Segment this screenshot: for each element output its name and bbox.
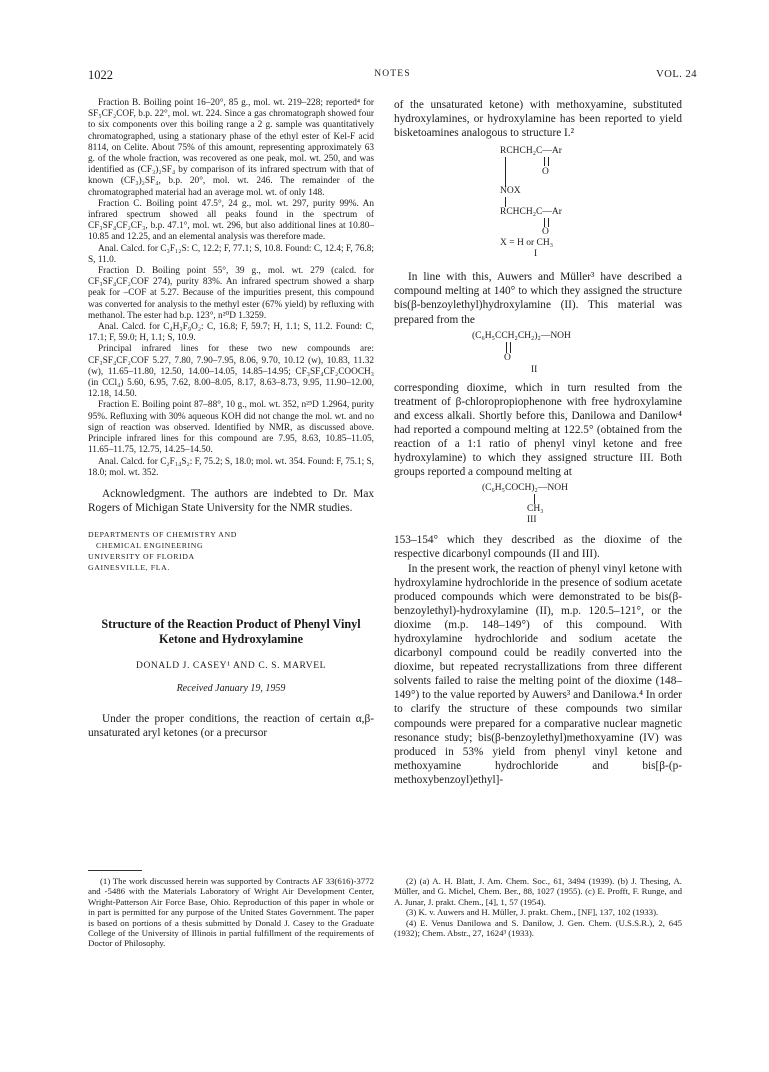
right-column [394,98,682,787]
running-header [88,68,697,84]
footnote-2: (2) (a) A. H. Blatt, J. Am. Chem. Soc., 61, 3494 (1939). (b) J. Thesing, A. Müller, and G. Michel, Chem. Ber., 88, 1027 (1955). (c) E. Profft, F. Runge, and A. Junar, J. prakt. Chem., [4], 1, 57 (1954). [394,876,682,907]
structure-iii-methyl: CH₃ [527,504,544,515]
affiliation-line: DEPARTMENTS OF CHEMISTRY AND [88,530,237,540]
double-bond [544,218,549,227]
structure-ii [394,327,682,379]
footnote-3: (3) K. v. Auwers and H. Müller, J. prakt. Chem., [NF], 137, 102 (1933). [406,907,659,918]
paragraph: of the unsaturated ketone) with methoxyamine, substituted hydroxylamines, or hydroxylamine has been reported to yield bisketoamines analogous to structure I.² [394,99,682,140]
paragraph: 153–154° which they described as the dioxime of the respective dicarbonyl compounds (II and III). [394,534,682,561]
affiliation-block [88,529,374,573]
structure-iii-formula: (C₆H₅COCH)₂—NOH [482,483,568,494]
section-title: NOTES [374,69,411,79]
footnote-rule [88,870,142,871]
received-date: Received January 19, 1959 [176,683,286,695]
volume-label: VOL. 24 [656,69,697,80]
structure-i-line: RCHCH₂C—Ar [500,207,562,218]
structure-i-oxygen: O [542,227,549,238]
acknowledgment: Acknowledgment. The authors are indebted to Dr. Max Rogers of Michigan State University for the NMR studies. [88,487,374,514]
paragraph: corresponding dioxime, which in turn resulted from the treatment of β-chloropropiophenone with free hydroxylamine and excess alkali. Shortly before this, Danilowa and Danilow⁴ had reported a compound melting at 122.5° (obtained from the reaction of a 1:1 ratio of phenyl vinyl ketone and free hydroxylamine) to which they assigned structure III. Both groups reported a compound melting at [394,381,682,479]
footnotes-left [88,876,374,949]
structure-i [394,140,682,258]
double-bond [544,157,549,166]
affiliation-line: CHEMICAL ENGINEERING [96,541,204,551]
structure-i-oxygen: O [542,167,549,178]
analysis-d-paragraph: Anal. Calcd. for C₄H₃F₉O₂: C, 16.8; F, 59.7; H, 1.1; S, 11.2. Found: C, 17.1; F, 59.0; H, 1.1; S, 10.9. [88,322,374,344]
affiliation-line: GAINESVILLE, FLA. [88,563,170,573]
bond-line [505,157,506,187]
structure-ii-formula: (C₆H₅CCH₂CH₂)₂—NOH [472,330,571,341]
structure-ii-oxygen: O [504,352,511,363]
paragraph: In line with this, Auwers and Müller³ have described a compound melting at 140° to which they assigned the structure bis(β-benzoylethyl)hydroxylamine (II). This material was prepared from the [394,271,682,326]
double-bond [506,342,511,353]
fraction-e-paragraph: Fraction E. Boiling point 87–88°, 10 g., mol. wt. 352, n²⁵D 1.2964, purity 95%. Refluxing with 30% aqueous KOH did not change the mol. wt. and no sign of reaction was observed. Identified by NMR, as discussed above. Principle infrared lines for this compound are 7.95, 8.63, 10.85–11.05, 11.65–11.75, 12.75, 14.25–14.50. [88,400,374,456]
article-title: Structure of the Reaction Product of Phenyl Vinyl Ketone and Hydroxylamine [101,617,361,647]
fraction-b-paragraph: Fraction B. Boiling point 16–20°, 85 g., mol. wt. 219–228; reported⁴ for SF₅CF₂COF, b.p. 22°, mol. wt. 224. Since a gas chromatograph showed four to six components over this boiling range a 2 g. sample was quantitatively chromatographed, using a stationary phase of the ethyl ester of Kel-F acid 8114, on Celite. About 75% of this amount, representing approximately 63 g. of the whole fraction, was recovered as one peak, mol. wt. 250, and was identified as (CF₃)₂SF₄ by comparison of its infrared spectrum with that of known (CF₃)₂SF₄, b.p. 20°, mol. wt. 246. The remainder of the chromatographed material had an average mol. wt. of only 148. [88,98,374,198]
structure-i-line: NOX [500,186,521,197]
analysis-c-paragraph: Anal. Calcd. for C₃F₁₂S: C, 12.2; F, 77.1; S, 10.8. Found: C, 12.4; F, 76.8; S, 11.0. [88,243,374,265]
structure-i-line: RCHCH₂C—Ar [500,146,562,157]
structure-iii-label: III [527,515,537,526]
affiliation-line: UNIVERSITY OF FLORIDA [88,552,195,562]
structure-i-label: I [534,249,538,260]
footnote-1: (1) The work discussed herein was supported by Contracts AF 33(616)-3772 and -5486 with the Materials Laboratory of Wright Air Development Center, Wright-Patterson Air Force Base, Ohio. Reproduction of this paper in whole or in part is permitted for any purpose of the United States Government. The paper is based on portions of a thesis submitted by Donald J. Casey to the Graduate College of the University of Illinois in partial fulfillment of the requirements of Doctor of Philosophy. [88,876,374,949]
footnote-4: (4) E. Venus Danilowa and S. Danilow, J. Gen. Chem. (U.S.S.R.), 2, 645 (1932); Chem. Abstr., 27, 1624³ (1933). [394,917,682,939]
infrared-lines-paragraph: Principal infrared lines for these two new compounds are: CF₃SF₄CF₂COF 5.27, 7.80, 7.90–7.95, 8.06, 9.70, 10.12 (w), 10.83, 11.32 (w), 11.65–11.80, 12.50, 14.00–14.05, 14.85–14.95; CF₃SF₄CF₂COOCH₃ (in CCl₄) 5.60, 6.95, 7.62, 8.00–8.05, 8.17, 8.63–8.73, 9.95, 11.90–12.00, 12.18, 14.50. [88,344,374,400]
page-number: 1022 [88,68,113,82]
paragraph: In the present work, the reaction of phenyl vinyl ketone with hydroxylamine hydrochloride in the presence of sodium acetate produced compounds which were demonstrated to be bis(β-benzoylethyl)-hydroxylamine (II), m.p. 120.5–121°, or the dioxime (m.p. 148–149°) of this compound. With hydroxylamine hydrochloride and sodium acetate the dicarbonyl compound could be readily converted into the dioxime, but repeated recrystallizations from three different solvents failed to raise the melting point of the dioxime (148–149°) to the value reported by Auwers³ and Danilowa.⁴ In order to clarify the structure of these compounds two similar compounds were prepared for a comparative nuclear magnetic resonance study; bis(β-benzoylethyl)methoxyamine (IV) was produced in 53% yield from phenyl vinyl ketone and methoxyamine hydrochloride and bis[β-(p-methoxybenzoyl)ethyl]- [394,562,682,786]
fraction-c-paragraph: Fraction C. Boiling point 47.5°, 24 g., mol. wt. 297, purity 99%. An infrared spectrum showed all peaks found in the spectrum of CF₃SF₄CF₂CF₃, b.p. 47.1°, mol. wt. 296, but also additional lines at 10.80–10.85 and 12.25, and an elemental analysis was therefore made. [88,198,374,243]
analysis-e-paragraph: Anal. Calcd. for C₂F₁₄S₂: F, 75.2; S, 18.0; mol. wt. 354. Found: F, 75.1; S, 18.0; mol. wt. 352. [88,456,374,478]
experimental-section [88,98,374,479]
structure-iii [394,479,682,527]
footnotes-right [394,876,682,938]
intro-paragraph: Under the proper conditions, the reaction of certain α,β-unsaturated aryl ketones (or a precursor [88,713,374,740]
left-column [88,98,374,740]
structure-i-substituent: X = H or CH₃ [500,238,554,249]
article-authors: DONALD J. CASEY¹ AND C. S. MARVEL [136,661,326,672]
fraction-d-paragraph: Fraction D. Boiling point 55°, 39 g., mol. wt. 279 (calcd. for CF₃SF₄CF₂COF 274), purity 83%. An infrared spectrum showed a sharp peak for –COF at 5.27. Because of the impurities present, this compound was converted for analysis to the methyl ester (67% yield) by refluxing with methanol. The ester had b.p. 123°, n²⁰D 1.3259. [88,266,374,321]
structure-ii-label: II [531,364,538,375]
bond-line [505,197,506,207]
bond-line [534,494,535,504]
